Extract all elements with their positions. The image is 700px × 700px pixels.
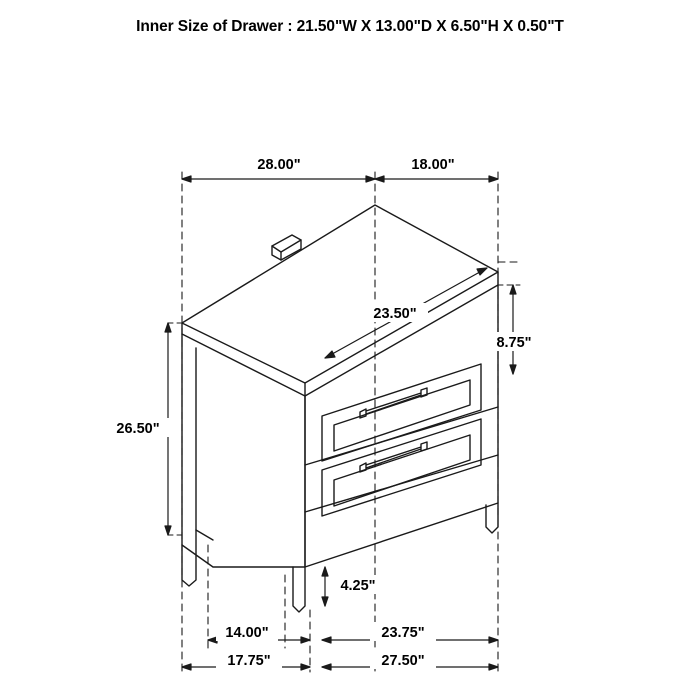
dim-label-depth: 23.50"	[373, 306, 417, 322]
nightstand-body	[182, 205, 498, 612]
dim-label-bottom-right-inner: 23.75"	[381, 625, 425, 641]
dim-label-leg-height: 4.25"	[340, 578, 376, 594]
dim-label-bottom-left-outer: 17.75"	[227, 653, 271, 669]
dim-label-bottom-right-outer: 27.50"	[381, 653, 425, 669]
dim-label-top-left-width: 28.00"	[257, 157, 301, 173]
dim-label-drawer-height: 8.75"	[496, 335, 532, 351]
dim-label-top-right-width: 18.00"	[411, 157, 455, 173]
dim-label-bottom-left-inner: 14.00"	[225, 625, 269, 641]
dim-label-overall-height: 26.50"	[116, 421, 160, 437]
page-title: Inner Size of Drawer : 21.50"W X 13.00"D X 6.50"H X 0.50"T	[136, 18, 564, 35]
extension-lines	[182, 172, 520, 672]
